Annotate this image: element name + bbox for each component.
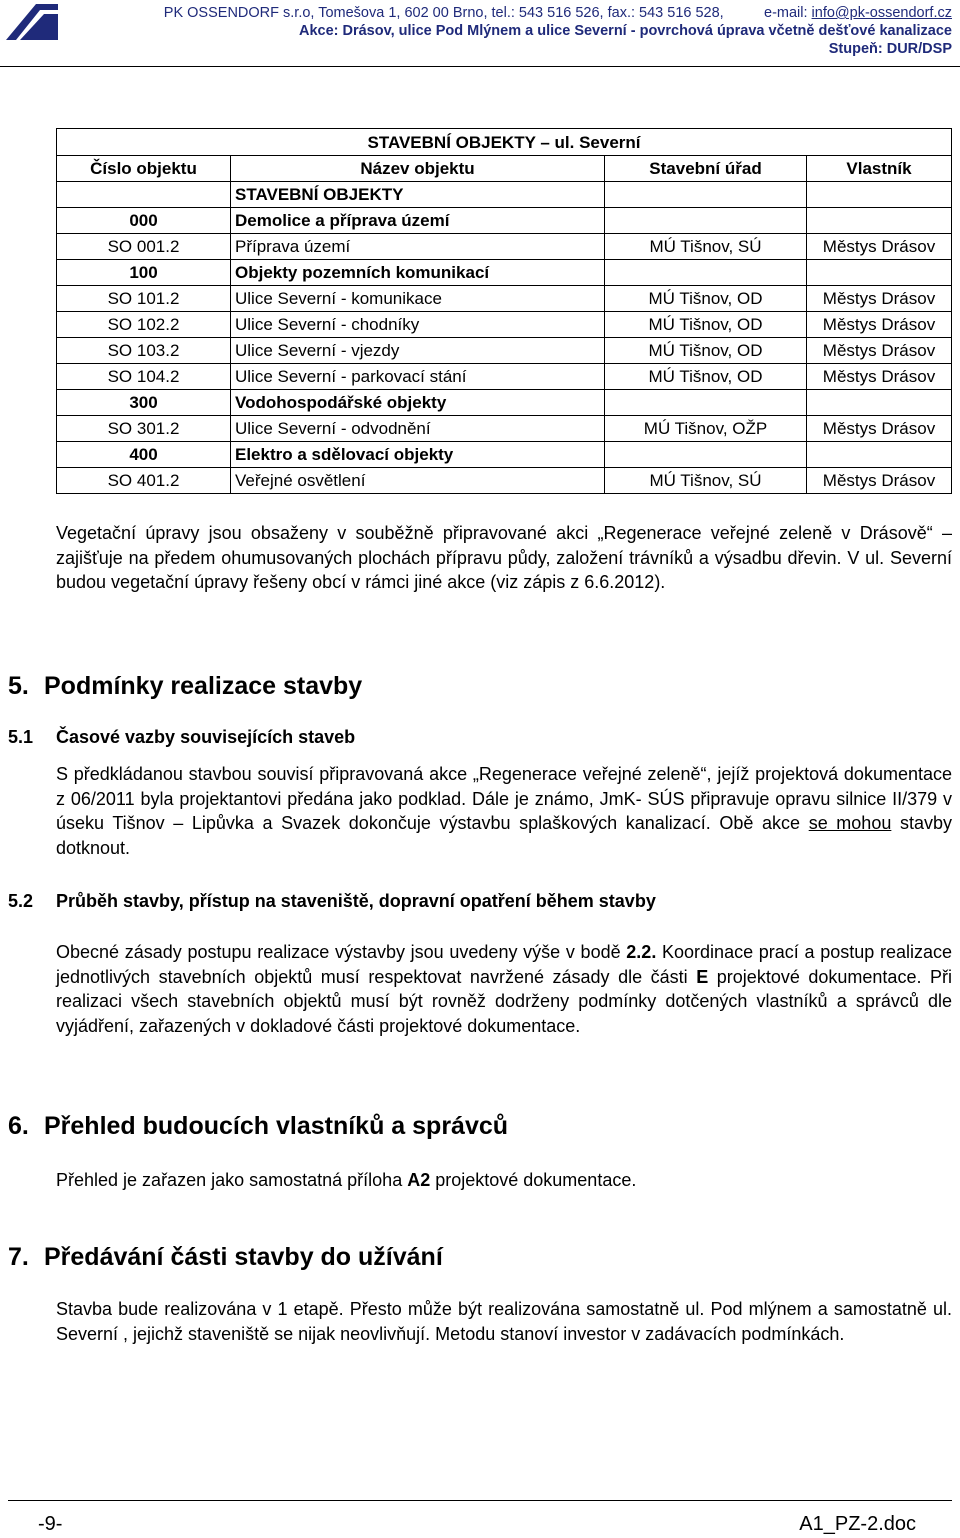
cell-owner: Městys Drásov bbox=[807, 338, 952, 364]
cell-office: MÚ Tišnov, OD bbox=[605, 364, 807, 390]
cell-office bbox=[605, 442, 807, 468]
cell-code: SO 301.2 bbox=[57, 416, 231, 442]
table-row bbox=[57, 234, 952, 260]
cell-code: SO 104.2 bbox=[57, 364, 231, 390]
cell-code: 000 bbox=[57, 208, 231, 234]
cell-owner bbox=[807, 390, 952, 416]
cell-office bbox=[605, 208, 807, 234]
email-label: e-mail: bbox=[764, 5, 808, 21]
section-5-2-heading: 5.2 Průběh stavby, přístup na staveniště, dopravní opatření během stavby bbox=[8, 891, 656, 911]
table-row bbox=[57, 312, 952, 338]
cell-name: Ulice Severní - vjezdy bbox=[231, 338, 605, 364]
intro-paragraph: Vegetační úpravy jsou obsaženy v souběžně připravované akci „Regenerace veřejné zeleně v Drásově“ – zajišťuje na předem ohumusovaných plochách přípravu půdy, založení trávníků a výsadbu dřevin. V ul. Severní budou vegetační úpravy řešeny obcí v rámci jiné akce (viz zápis z 6.6.2012). bbox=[56, 523, 952, 593]
cell-code: SO 102.2 bbox=[57, 312, 231, 338]
cell-office: MÚ Tišnov, OD bbox=[605, 338, 807, 364]
header-project: Akce: Drásov, ulice Pod Mlýnem a ulice Severní - povrchová úprava včetně dešťové kanalizace bbox=[298, 23, 952, 39]
cell-owner bbox=[807, 208, 952, 234]
cell-office: MÚ Tišnov, OD bbox=[605, 286, 807, 312]
table-row bbox=[57, 468, 952, 494]
column-header-office: Stavební úřad bbox=[605, 156, 807, 182]
cell-name: Demolice a příprava území bbox=[231, 208, 605, 234]
table-header-row bbox=[57, 156, 952, 182]
page-number: -9- bbox=[38, 1513, 63, 1535]
table-subtitle: STAVEBNÍ OBJEKTY bbox=[231, 182, 605, 208]
section-5-1-text: S předkládanou stavbou souvisí připravovaná akce „Regenerace veřejné zeleně“, jejíž projektová dokumentace z 06/2011 byla projektantovi předána jako podklad. Dále je známo, JmK- SÚS připravuje opravu silnice II/379 v úseku Tišnov – Lipůvka a Svazek dokončuje výstavbu splaškových kanalizací. Obě akce se mohou stavby dotknout. bbox=[56, 764, 952, 858]
header-line-company bbox=[164, 4, 952, 22]
cell-owner: Městys Drásov bbox=[807, 416, 952, 442]
cell-owner bbox=[807, 260, 952, 286]
table-row bbox=[57, 286, 952, 312]
cell-name: Ulice Severní - odvodnění bbox=[231, 416, 605, 442]
company-address: PK OSSENDORF s.r.o, Tomešova 1, 602 00 Brno, tel.: 543 516 526, fax.: 543 516 528, bbox=[163, 5, 724, 21]
cell-code: SO 101.2 bbox=[57, 286, 231, 312]
cell-name: Ulice Severní - komunikace bbox=[231, 286, 605, 312]
cell-office: MÚ Tišnov, SÚ bbox=[605, 234, 807, 260]
table-row bbox=[57, 416, 952, 442]
header-stage: Stupeň: DUR/DSP bbox=[828, 41, 952, 57]
cell-code: 300 bbox=[57, 390, 231, 416]
cell-code: SO 103.2 bbox=[57, 338, 231, 364]
cell-name: Objekty pozemních komunikací bbox=[231, 260, 605, 286]
objects-table bbox=[56, 128, 952, 494]
cell-office: MÚ Tišnov, OŽP bbox=[605, 416, 807, 442]
table-subtitle-row bbox=[57, 182, 952, 208]
header-divider bbox=[0, 66, 960, 67]
cell-name: Elektro a sdělovací objekty bbox=[231, 442, 605, 468]
cell-owner: Městys Drásov bbox=[807, 234, 952, 260]
column-header-name: Název objektu bbox=[231, 156, 605, 182]
table-group-row bbox=[57, 390, 952, 416]
cell-owner: Městys Drásov bbox=[807, 468, 952, 494]
cell-office: MÚ Tišnov, SÚ bbox=[605, 468, 807, 494]
section-7-text: Stavba bude realizována v 1 etapě. Přesto může být realizována samostatně ul. Pod mlýnem a samostatně ul. Severní , jejichž staveniště se nijak neovlivňují. Metodu stanoví investor v zadávacích podmínkách. bbox=[56, 1299, 952, 1344]
cell-code: SO 001.2 bbox=[57, 234, 231, 260]
cell-name: Veřejné osvětlení bbox=[231, 468, 605, 494]
email-link[interactable]: info@pk-ossendorf.cz bbox=[811, 5, 952, 21]
column-header-owner: Vlastník bbox=[807, 156, 952, 182]
footer-divider bbox=[8, 1500, 952, 1501]
document-filename: A1_PZ-2.doc bbox=[799, 1513, 916, 1535]
cell-owner: Městys Drásov bbox=[807, 364, 952, 390]
table-group-row bbox=[57, 208, 952, 234]
page-header bbox=[0, 0, 960, 66]
section-5-1-heading: 5.1 Časové vazby souvisejících staveb bbox=[8, 727, 356, 747]
section-6-text: Přehled je zařazen jako samostatná příloha A2 projektové dokumentace. bbox=[56, 1170, 637, 1190]
header-text bbox=[164, 4, 952, 58]
section-5-heading: 5. Podmínky realizace stavby bbox=[8, 672, 363, 700]
table-row bbox=[57, 364, 952, 390]
cell-name: Ulice Severní - parkovací stání bbox=[231, 364, 605, 390]
cell-name: Ulice Severní - chodníky bbox=[231, 312, 605, 338]
cell-name: Vodohospodářské objekty bbox=[231, 390, 605, 416]
table-group-row bbox=[57, 260, 952, 286]
cell-owner: Městys Drásov bbox=[807, 286, 952, 312]
table-group-row bbox=[57, 442, 952, 468]
cell-office bbox=[605, 260, 807, 286]
cell-office: MÚ Tišnov, OD bbox=[605, 312, 807, 338]
table-body bbox=[57, 208, 952, 494]
cell-office bbox=[605, 390, 807, 416]
cell-owner bbox=[807, 442, 952, 468]
column-header-code: Číslo objektu bbox=[57, 156, 231, 182]
section-6-heading: 6. Přehled budoucích vlastníků a správců bbox=[8, 1112, 509, 1140]
cell-code: 100 bbox=[57, 260, 231, 286]
section-5-2-text: Obecné zásady postupu realizace výstavby jsou uvedeny výše v bodě 2.2. Koordinace prací a postup realizace jednotlivých stavebních objektů musí respektovat navržené zásady dle části E projektové dokumentace. Při realizaci všech stavebních objektů musí být rovněž dodrženy podmínky dotčených vlastníků a správců dle vyjádření, zařazených v dokladové části projektové dokumentace. bbox=[56, 942, 953, 1036]
table-title-row bbox=[57, 129, 952, 156]
cell-owner: Městys Drásov bbox=[807, 312, 952, 338]
table-title: STAVEBNÍ OBJEKTY – ul. Severní bbox=[57, 129, 952, 156]
table-row bbox=[57, 338, 952, 364]
cell-code: 400 bbox=[57, 442, 231, 468]
cell-name: Příprava území bbox=[231, 234, 605, 260]
section-7-heading: 7. Předávání části stavby do užívání bbox=[8, 1243, 443, 1271]
cell-code: SO 401.2 bbox=[57, 468, 231, 494]
ossendorf-logo-icon bbox=[6, 4, 58, 40]
